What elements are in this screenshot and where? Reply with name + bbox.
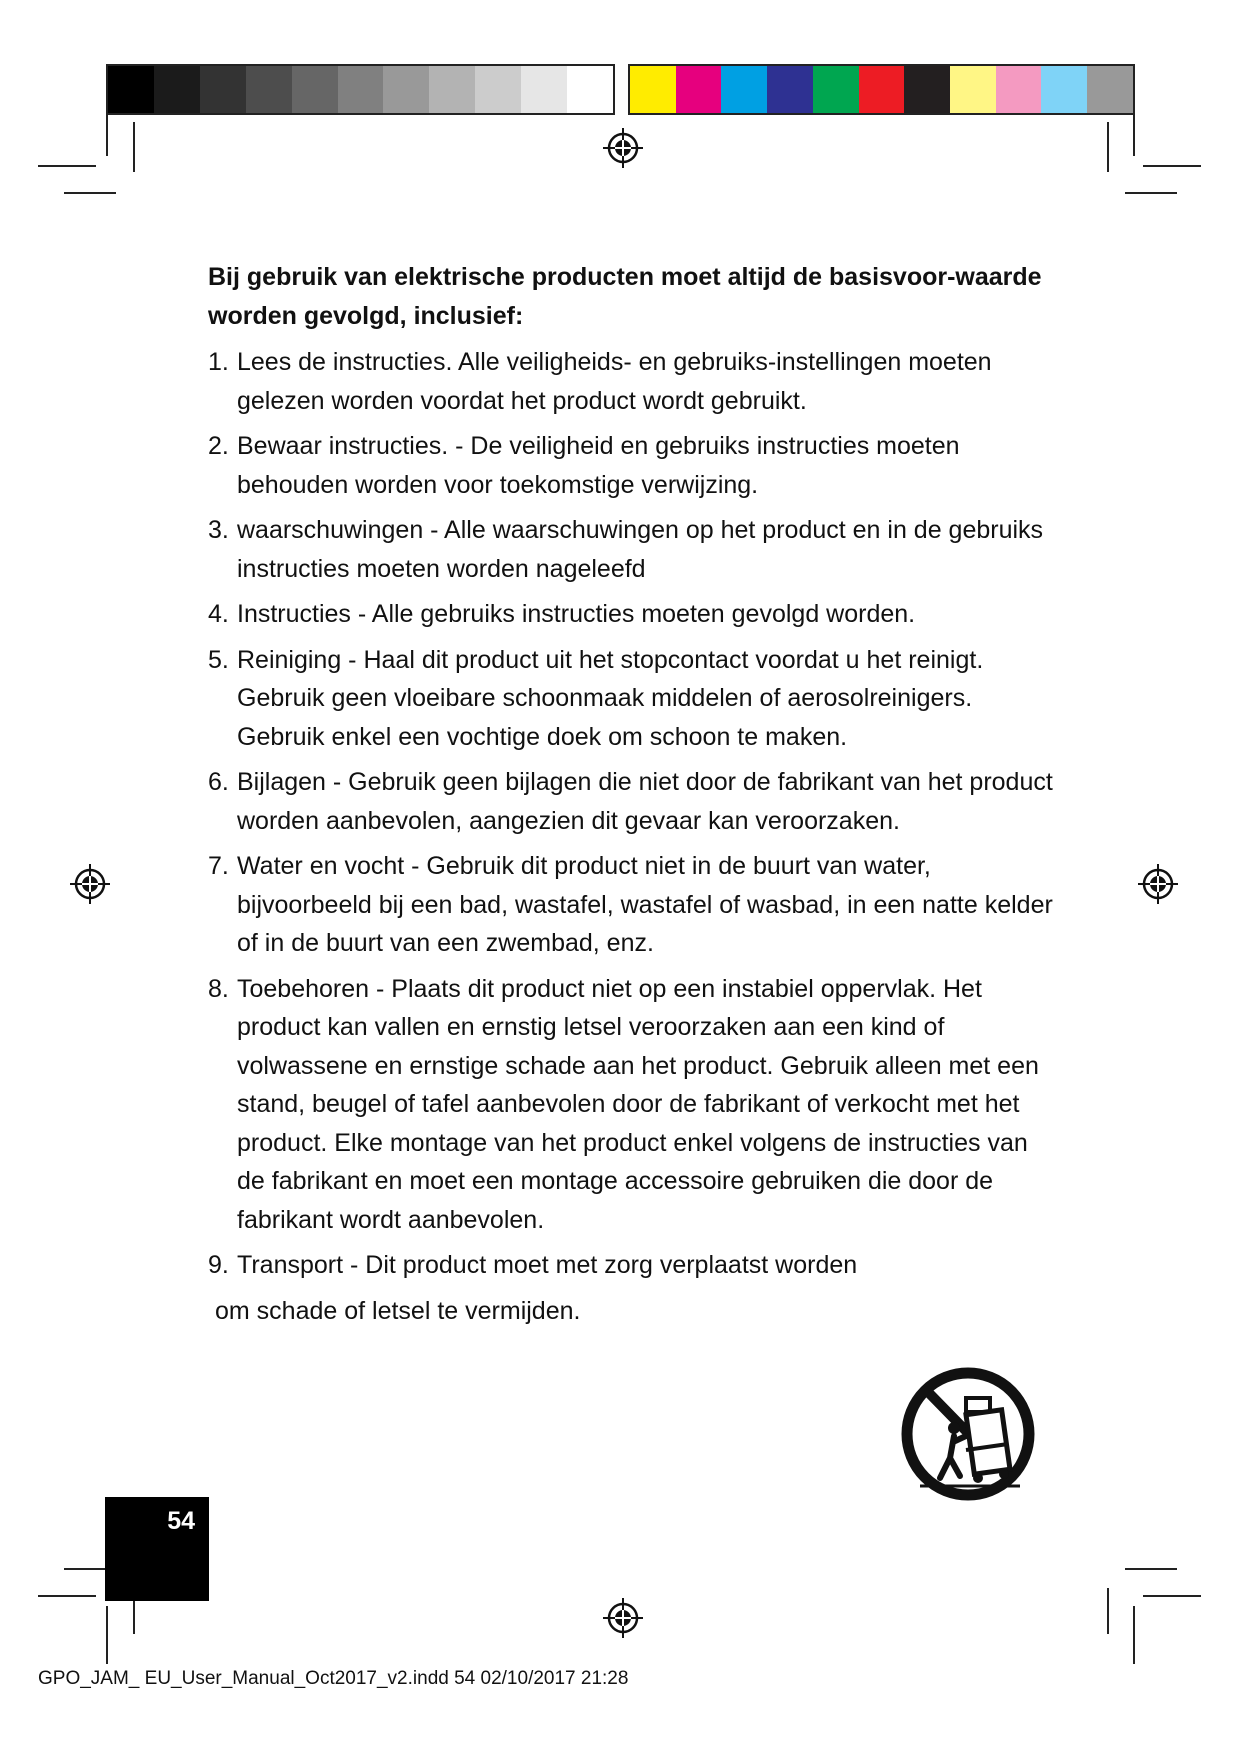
grayscale-swatch [521,66,567,113]
page-number: 54 [167,1507,195,1535]
instruction-text: Water en vocht - Gebruik dit product niet in de buurt van water, bijvoorbeeld bij een bad, wastafel, wastafel of wasbad, in een natte kelder of in de buurt van een zwembad, enz. [237,852,1053,957]
process-color-swatch [676,66,722,113]
crop-mark-line [1107,1588,1109,1634]
file-slug: GPO_JAM_ EU_User_Manual_Oct2017_v2.indd 54 02/10/2017 21:28 [38,1668,629,1689]
instruction-number: 8. [208,974,229,1003]
instruction-item [208,595,1058,634]
instruction-tail: om schade of letsel te vermijden. [215,1296,581,1325]
instruction-number: 4. [208,600,229,628]
instruction-item [208,511,1058,588]
instruction-number: 7. [208,852,229,880]
instruction-item [208,343,1058,420]
grayscale-swatch [246,66,292,113]
instruction-text: Instructies - Alle gebruiks instructies moeten gevolgd worden. [237,600,916,628]
crop-mark-line [133,122,135,172]
instruction-item [208,641,1058,757]
instruction-text: Transport - Dit product moet met zorg verplaatst worden [237,1251,858,1279]
grayscale-swatch [292,66,338,113]
process-color-swatch [721,66,767,113]
instruction-item [208,1246,1058,1285]
instructions-heading: Bij gebruik van elektrische producten moet altijd de basisvoor-waarde worden gevolgd, inclusief: [208,263,1042,330]
crop-mark-line [1107,122,1109,172]
instruction-item [208,847,1058,963]
instruction-number: 3. [208,516,229,544]
grayscale-swatch [567,66,613,113]
crop-mark-line [106,96,108,156]
instruction-number: 2. [208,432,229,460]
process-color-swatch [1041,66,1087,113]
crop-mark-line [1133,1606,1135,1664]
crop-mark-line [106,1606,108,1664]
instruction-text: Bijlagen - Gebruik geen bijlagen die niet door de fabrikant van het product worden aanbevolen, aangezien dit gevaar kan veroorzaken. [237,768,1053,835]
process-color-swatch [859,66,905,113]
instruction-text: Lees de instructies. Alle veiligheids- en gebruiks-instellingen moeten gelezen worden voordat het product wordt gebruikt. [237,348,992,415]
instruction-text: waarschuwingen - Alle waarschuwingen op het product en in de gebruiks instructies moeten worden nageleefd [237,516,1044,583]
process-color-swatch [767,66,813,113]
crop-mark-line [1133,96,1135,156]
instruction-number: 9. [208,1251,229,1279]
crop-mark-line [1125,192,1177,194]
instruction-item [208,427,1058,504]
page-number-box [105,1497,209,1601]
registration-mark-icon [1136,862,1180,906]
grayscale-swatch [154,66,200,113]
instruction-number: 5. [208,645,229,674]
grayscale-swatch [383,66,429,113]
crop-mark-line [1125,1568,1177,1570]
grayscale-swatch [429,66,475,113]
instruction-text: Reiniging - Haal dit product uit het stopcontact voordat u het reinigt. Gebruik geen vloeibare schoonmaak middelen of aerosolreinigers. Gebruik enkel een vochtige doek om schoon te maken. [237,645,984,751]
instruction-item [208,970,1058,1240]
instruction-item [208,763,1058,840]
grayscale-swatch [475,66,521,113]
grayscale-swatch [200,66,246,113]
safety-instructions [208,258,1058,1330]
grayscale-swatch [338,66,384,113]
crop-mark-line [1143,165,1201,167]
process-color-swatch [630,66,676,113]
process-color-swatch [904,66,950,113]
registration-mark-icon [601,126,645,170]
registration-mark-icon [68,862,112,906]
process-color-swatch [950,66,996,113]
registration-mark-icon [601,1596,645,1640]
process-color-swatch [813,66,859,113]
crop-mark-line [64,192,116,194]
instruction-list [208,343,1058,1285]
crop-mark-line [38,1595,96,1597]
no-cart-tip-over-icon [900,1366,1040,1506]
process-color-swatch [1087,66,1133,113]
crop-mark-line [1143,1595,1201,1597]
crop-mark-line [38,165,96,167]
grayscale-swatch [108,66,154,113]
instruction-text: Toebehoren - Plaats dit product niet op een instabiel oppervlak. Het product kan vallen en ernstig letsel veroorzaken aan een kind of volwassene en ernstige schade aan het product. Gebruik alleen met een stand, beugel of tafel aanbevolen door de fabrikant of verkocht met het product. Elke montage van het product enkel volgens de instructies van de fabrikant en moet een montage accessoire gebruiken die door de fabrikant wordt aanbevolen. [237,974,1039,1234]
instruction-text: Bewaar instructies. - De veiligheid en gebruiks instructies moeten behouden worden voor toekomstige verwijzing. [237,432,960,499]
process-color-swatch [996,66,1042,113]
instruction-number: 6. [208,768,229,796]
instruction-number: 1. [208,348,229,376]
